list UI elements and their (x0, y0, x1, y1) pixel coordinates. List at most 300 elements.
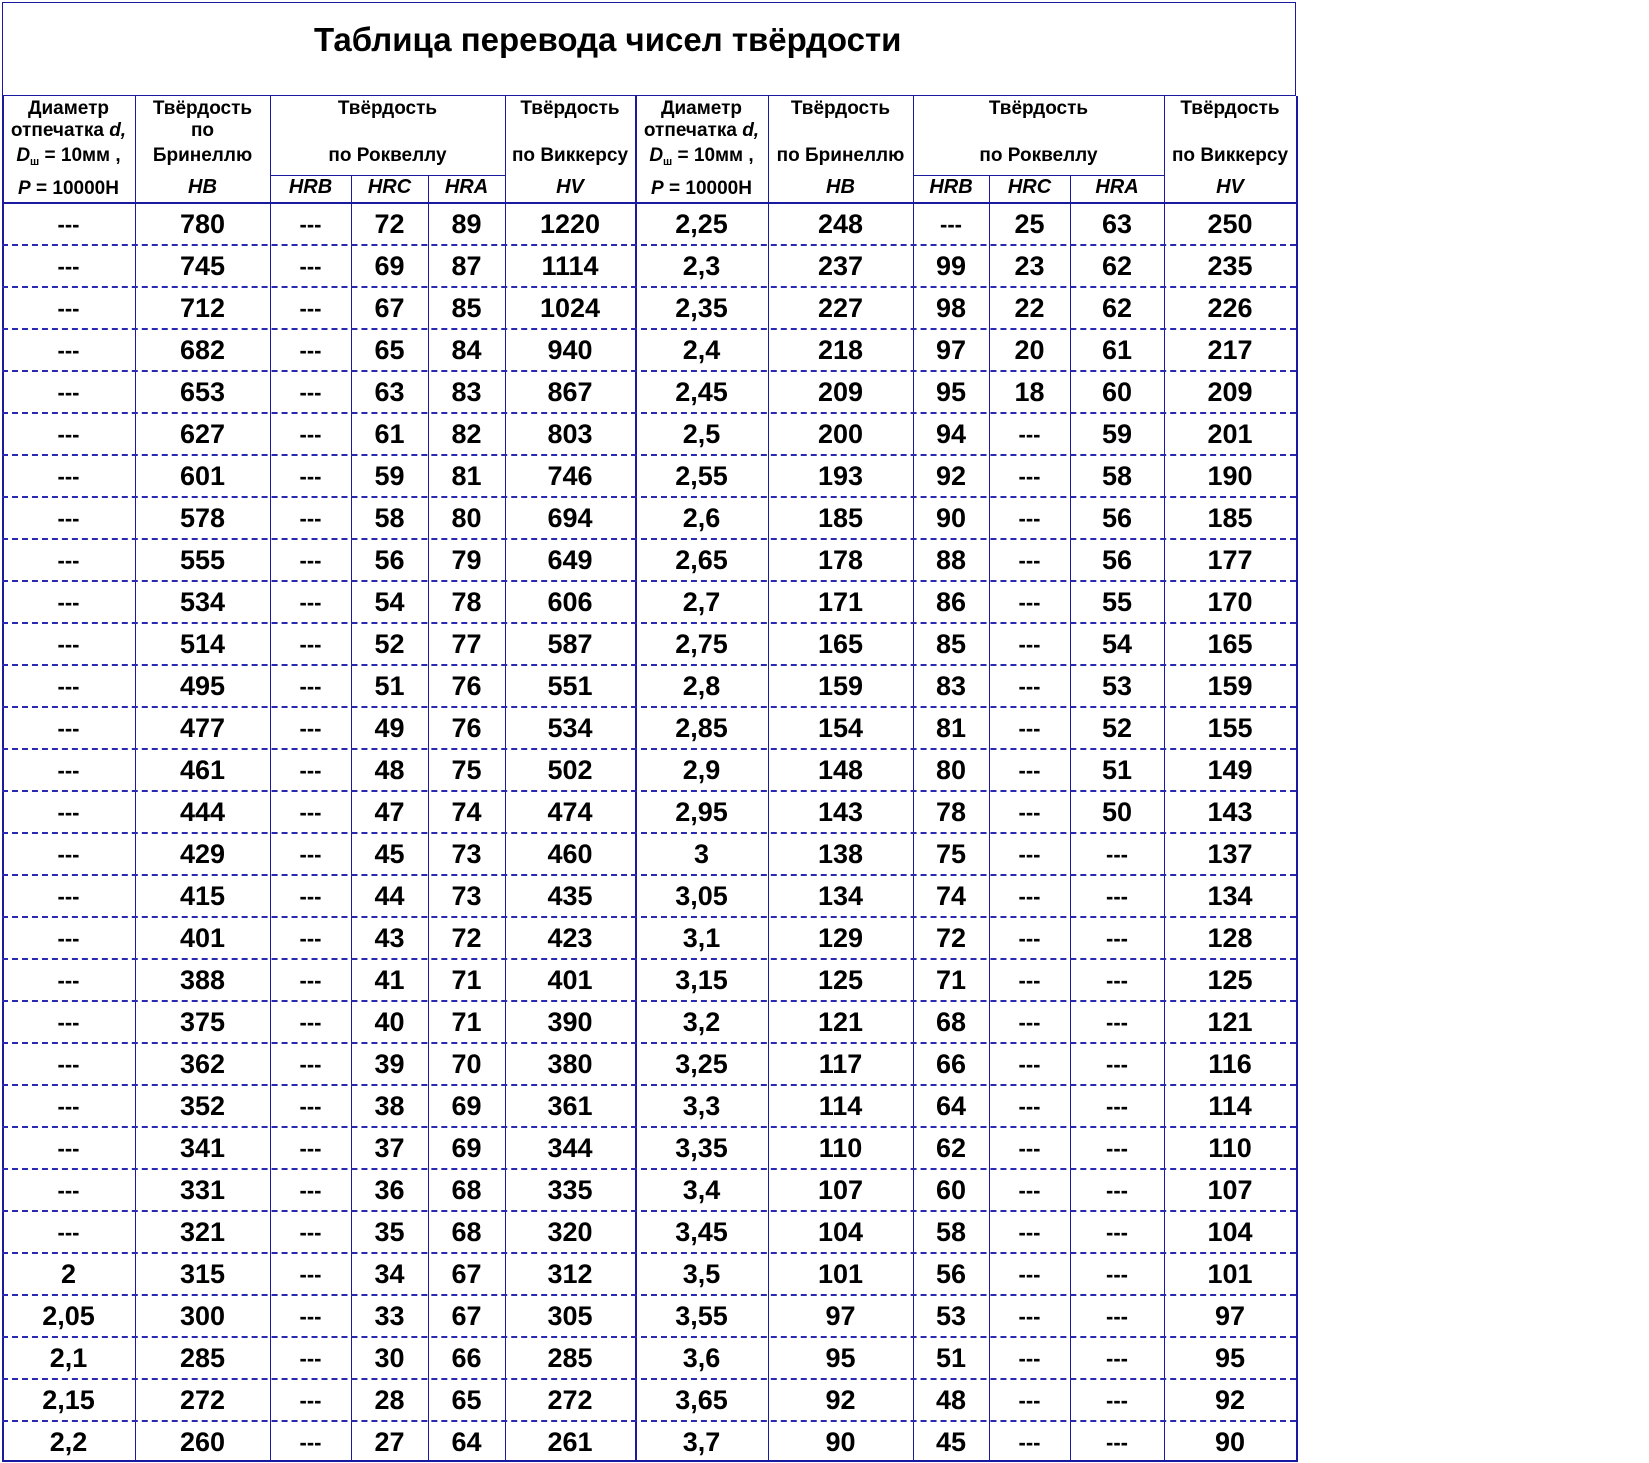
table-cell: --- (940, 212, 962, 237)
table-cell: 52 (374, 629, 405, 659)
table-cell: 209 (817, 377, 864, 407)
table-cell: 101 (1207, 1259, 1253, 1289)
table-cell: --- (299, 590, 322, 615)
table-row (0, 1000, 1298, 1042)
header-line: по Роквеллу (979, 145, 1098, 166)
table-cell: 331 (179, 1175, 226, 1205)
table-cell: 129 (817, 923, 864, 953)
table-cell: 94 (935, 419, 967, 449)
table-cell: --- (1106, 1094, 1128, 1119)
table-cell: --- (1018, 506, 1041, 531)
table-cell: --- (1018, 884, 1041, 909)
table-cell: 155 (1207, 713, 1253, 743)
table-cell: 1220 (539, 209, 601, 239)
table-cell: 209 (1207, 377, 1253, 407)
table-cell: 117 (818, 1049, 863, 1079)
table-row (0, 832, 1298, 874)
table-cell: 3,35 (675, 1133, 728, 1163)
table-cell: 80 (451, 503, 482, 533)
table-cell: 23 (1014, 251, 1045, 281)
header-line: Диаметр (660, 98, 743, 119)
table-cell: 75 (451, 755, 482, 785)
table-cell: 185 (1207, 503, 1253, 533)
header-diameter-left (2, 98, 135, 200)
table-cell: 134 (1207, 881, 1253, 911)
table-cell: 165 (817, 629, 864, 659)
table-cell: 2,65 (675, 545, 728, 575)
table-cell: 375 (179, 1007, 226, 1037)
table-cell: 36 (374, 1175, 405, 1205)
table-cell: 40 (374, 1007, 405, 1037)
table-cell: 171 (817, 587, 864, 617)
header-line: отпечатка (10, 120, 104, 141)
table-cell: --- (1018, 1178, 1041, 1203)
table-cell: 104 (1207, 1217, 1253, 1247)
table-cell: 97 (935, 335, 967, 365)
subheader-hra: HRA (1095, 176, 1139, 198)
table-cell: 3,3 (682, 1091, 721, 1121)
table-cell: 55 (1101, 587, 1133, 617)
table-cell: 28 (374, 1385, 405, 1415)
table-row (0, 1294, 1298, 1336)
header-line: Твёрдость (988, 98, 1089, 119)
header-line: Твёрдость (1180, 98, 1280, 119)
table-cell: 98 (935, 293, 967, 323)
table-row (0, 580, 1298, 622)
table-row (0, 706, 1298, 748)
table-cell: 85 (935, 629, 967, 659)
table-cell: 261 (547, 1427, 593, 1457)
table-cell: --- (57, 716, 80, 741)
table-cell: 2,3 (682, 251, 721, 281)
table-cell: 555 (179, 545, 226, 575)
table-cell: 65 (374, 335, 405, 365)
table-cell: 61 (1101, 335, 1133, 365)
table-cell: 2,85 (675, 713, 728, 743)
table-cell: 477 (179, 713, 226, 743)
table-cell: 321 (179, 1217, 226, 1247)
table-cell: 201 (1207, 419, 1253, 449)
table-cell: --- (1018, 674, 1041, 699)
table-cell: 3,25 (675, 1049, 728, 1079)
table-row (0, 748, 1298, 790)
header-line: по Роквеллу (328, 145, 447, 166)
table-cell: 92 (935, 461, 967, 491)
table-cell: 2,7 (682, 587, 721, 617)
table-cell: 177 (1207, 545, 1253, 575)
table-cell: 78 (451, 587, 482, 617)
table-cell: 80 (935, 755, 967, 785)
subheader-hrb: HRB (929, 176, 973, 198)
table-cell: 128 (1207, 923, 1253, 953)
header-line: = 10000Н (663, 178, 752, 199)
header-line: по Бринеллю (776, 145, 905, 166)
table-cell: 285 (179, 1343, 226, 1373)
table-cell: 344 (547, 1133, 593, 1163)
subheader-hv: HV (556, 176, 584, 198)
table-cell: 388 (179, 965, 226, 995)
table-cell: 45 (374, 839, 405, 869)
table-cell: 60 (935, 1175, 967, 1205)
table-cell: --- (299, 1010, 322, 1035)
table-cell: 401 (179, 923, 226, 953)
header-line: P (651, 178, 664, 199)
table-cell: --- (57, 1178, 80, 1203)
table-cell: 61 (374, 419, 405, 449)
table-cell: 2,6 (682, 503, 721, 533)
table-cell: 51 (374, 671, 405, 701)
table-cell: --- (1106, 1388, 1128, 1413)
table-cell: 66 (935, 1049, 967, 1079)
table-cell: 66 (451, 1343, 482, 1373)
header-line (635, 145, 768, 173)
table-cell: --- (57, 212, 80, 237)
table-cell: 52 (1101, 713, 1133, 743)
table-cell: 2,1 (49, 1343, 88, 1373)
table-cell: 74 (935, 881, 967, 911)
table-cell: 110 (818, 1133, 863, 1163)
table-cell: 606 (547, 587, 593, 617)
table-cell: 502 (547, 755, 593, 785)
header-line: = 10000Н (30, 178, 119, 199)
table-cell: --- (299, 800, 322, 825)
table-cell: --- (1106, 1136, 1128, 1161)
table-cell: 423 (547, 923, 593, 953)
table-cell: --- (57, 1220, 80, 1245)
table-cell: --- (1018, 1220, 1041, 1245)
table-cell: --- (299, 464, 322, 489)
table-cell: 35 (374, 1217, 405, 1247)
table-cell: --- (1106, 968, 1128, 993)
page-title: Таблица перевода чисел твёрдости (314, 21, 902, 58)
table-cell: 803 (547, 419, 593, 449)
table-cell: 58 (1101, 461, 1133, 491)
table-cell: 745 (179, 251, 226, 281)
table-cell: 41 (374, 965, 405, 995)
table-cell: 587 (547, 629, 593, 659)
table-cell: 64 (451, 1427, 482, 1457)
table-cell: 534 (547, 713, 593, 743)
table-cell: --- (57, 464, 80, 489)
header-line: Твёрдость (337, 98, 438, 119)
table-cell: 190 (1207, 461, 1253, 491)
table-cell: 495 (179, 671, 226, 701)
table-cell: --- (57, 800, 80, 825)
table-cell: 47 (374, 797, 405, 827)
table-cell: 2,15 (42, 1385, 95, 1415)
table-cell: 63 (1101, 209, 1133, 239)
table-cell: 435 (547, 881, 593, 911)
table-cell: 2,95 (675, 797, 728, 827)
table-row (0, 790, 1298, 832)
table-cell: 92 (1214, 1385, 1246, 1415)
header-line (2, 178, 135, 200)
table-row (0, 1084, 1298, 1126)
table-cell: 2,05 (42, 1301, 95, 1331)
header-brinell-left (135, 98, 270, 167)
table-cell: 34 (374, 1259, 405, 1289)
table-cell: 380 (547, 1049, 593, 1079)
table-cell: --- (1106, 1304, 1128, 1329)
table-cell: 2,25 (675, 209, 728, 239)
header-line: ш (30, 156, 40, 168)
table-cell: --- (299, 1052, 322, 1077)
table-cell: 74 (451, 797, 482, 827)
table-cell: 50 (1101, 797, 1133, 827)
table-cell: 86 (935, 587, 967, 617)
table-cell: 67 (374, 293, 405, 323)
subheader-hv: HV (1216, 176, 1244, 198)
table-cell: 92 (825, 1385, 856, 1415)
table-cell: --- (299, 632, 322, 657)
table-cell: --- (57, 422, 80, 447)
table-cell: 67 (451, 1301, 482, 1331)
table-cell: 237 (817, 251, 864, 281)
table-cell: --- (1018, 632, 1041, 657)
table-row (0, 874, 1298, 916)
table-cell: 39 (374, 1049, 405, 1079)
table-cell: 335 (547, 1175, 593, 1205)
table-cell: 90 (825, 1427, 856, 1457)
table-cell: 49 (374, 713, 405, 743)
table-cell: 90 (1214, 1427, 1246, 1457)
table-cell: --- (299, 380, 322, 405)
table-cell: --- (1018, 926, 1041, 951)
table-cell: 64 (935, 1091, 967, 1121)
table-cell: 73 (451, 881, 482, 911)
table-cell: --- (299, 422, 322, 447)
table-cell: --- (299, 1346, 322, 1371)
title-row (2, 2, 1296, 96)
table-cell: 59 (1101, 419, 1133, 449)
table-row (0, 916, 1298, 958)
table-cell: 27 (374, 1427, 405, 1457)
table-cell: 3 (693, 839, 710, 869)
subheader-hb: HB (188, 176, 217, 198)
table-cell: 3,65 (675, 1385, 728, 1415)
subheader-hrc: HRC (1007, 176, 1052, 198)
table-cell: 95 (1214, 1343, 1246, 1373)
table-cell: --- (299, 1304, 322, 1329)
table-cell: 2 (60, 1259, 77, 1289)
table-cell: --- (1018, 1388, 1041, 1413)
table-cell: 137 (1207, 839, 1253, 869)
table-cell: 780 (179, 209, 226, 239)
subheader-hra: HRA (444, 176, 489, 198)
table-cell: 460 (547, 839, 593, 869)
table-cell: --- (57, 842, 80, 867)
table-cell: --- (299, 1430, 322, 1455)
table-cell: --- (1106, 1430, 1128, 1455)
table-cell: --- (299, 1220, 322, 1245)
table-cell: 3,55 (675, 1301, 728, 1331)
table-cell: --- (1018, 1346, 1041, 1371)
table-cell: 2,45 (675, 377, 728, 407)
table-cell: 48 (935, 1385, 967, 1415)
table-cell: 143 (1207, 797, 1253, 827)
table-cell: --- (57, 632, 80, 657)
table-cell: 83 (451, 377, 482, 407)
table-cell: 682 (179, 335, 226, 365)
table-cell: 60 (1101, 377, 1133, 407)
table-cell: 56 (935, 1259, 967, 1289)
table-cell: 38 (374, 1091, 405, 1121)
table-cell: --- (1018, 548, 1041, 573)
table-cell: 97 (825, 1301, 856, 1331)
table-cell: 3,6 (682, 1343, 721, 1373)
table-cell: 320 (547, 1217, 593, 1247)
subheader-hb: HB (826, 176, 855, 198)
table-row (0, 958, 1298, 1000)
table-row (0, 286, 1298, 328)
table-cell: 312 (547, 1259, 593, 1289)
table-cell: 68 (451, 1217, 482, 1247)
table-cell: 43 (374, 923, 405, 953)
table-cell: 95 (825, 1343, 856, 1373)
table-row (0, 328, 1298, 370)
table-cell: 300 (179, 1301, 226, 1331)
table-cell: 114 (818, 1091, 863, 1121)
header-line: = 10мм , (39, 145, 121, 166)
table-cell: 68 (451, 1175, 482, 1205)
table-cell: --- (299, 716, 322, 741)
table-cell: 134 (817, 881, 864, 911)
table-cell: --- (1018, 1052, 1041, 1077)
table-row (0, 538, 1298, 580)
header-line (2, 145, 135, 173)
table-cell: 940 (547, 335, 593, 365)
table-cell: 99 (935, 251, 967, 281)
table-cell: --- (299, 506, 322, 531)
table-cell: 63 (374, 377, 405, 407)
table-cell: 159 (1207, 671, 1253, 701)
table-cell: --- (1106, 1052, 1128, 1077)
table-cell: --- (57, 338, 80, 363)
table-cell: --- (57, 296, 80, 321)
header-line (635, 178, 768, 200)
table-cell: 178 (817, 545, 864, 575)
table-cell: --- (1018, 842, 1041, 867)
table-row (0, 664, 1298, 706)
table-cell: 200 (817, 419, 864, 449)
table-cell: 56 (374, 545, 405, 575)
header-rockwell-left (270, 98, 505, 167)
table-cell: 25 (1014, 209, 1045, 239)
table-cell: 2,5 (682, 419, 721, 449)
table-cell: 170 (1207, 587, 1253, 617)
table-cell: 90 (935, 503, 967, 533)
table-cell: --- (1106, 1220, 1128, 1245)
table-cell: 165 (1207, 629, 1253, 659)
table-cell: 867 (547, 377, 593, 407)
header-line: = 10мм , (672, 145, 754, 166)
table-cell: 3,5 (682, 1259, 721, 1289)
table-cell: 51 (1101, 755, 1133, 785)
table-cell: 185 (817, 503, 864, 533)
table-cell: 3,15 (675, 965, 728, 995)
table-cell: 53 (935, 1301, 967, 1331)
table-cell: 79 (451, 545, 482, 575)
table-cell: 235 (1207, 251, 1253, 281)
table-cell: 2,35 (675, 293, 728, 323)
table-cell: 53 (1101, 671, 1133, 701)
table-row (0, 622, 1298, 664)
header-line: Твёрдость (152, 98, 253, 119)
table-row (0, 1210, 1298, 1252)
table-cell: 83 (935, 671, 967, 701)
table-cell: 107 (1207, 1175, 1253, 1205)
table-cell: 551 (547, 671, 593, 701)
table-cell: --- (299, 758, 322, 783)
table-cell: --- (57, 1010, 80, 1035)
table-cell: 429 (179, 839, 226, 869)
table-cell: --- (1018, 464, 1041, 489)
table-cell: --- (1018, 800, 1041, 825)
table-cell: --- (1018, 968, 1041, 993)
table-cell: 2,2 (49, 1427, 88, 1457)
table-row (0, 1042, 1298, 1084)
table-cell: --- (299, 1388, 322, 1413)
table-cell: 65 (451, 1385, 482, 1415)
table-row (0, 1126, 1298, 1168)
table-cell: --- (1018, 1010, 1041, 1035)
table-cell: --- (1106, 1178, 1128, 1203)
table-cell: 84 (451, 335, 482, 365)
header-line: P (18, 178, 31, 199)
header-brinell-right (768, 98, 913, 167)
table-cell: 250 (1207, 209, 1253, 239)
table-cell: 125 (817, 965, 864, 995)
header-line: по (190, 120, 215, 141)
table-cell: 3,4 (682, 1175, 721, 1205)
header-line: Диаметр (27, 98, 110, 119)
table-cell: 415 (179, 881, 226, 911)
table-cell: --- (1106, 884, 1128, 909)
table-cell: 2,4 (682, 335, 721, 365)
table-cell: 81 (451, 461, 482, 491)
table-cell: --- (1018, 1430, 1041, 1455)
table-cell: 72 (374, 209, 405, 239)
header-line: по Виккерсу (1171, 145, 1289, 166)
table-cell: 2,9 (682, 755, 721, 785)
table-cell: 159 (817, 671, 864, 701)
table-cell: 20 (1014, 335, 1045, 365)
table-cell: --- (57, 758, 80, 783)
table-cell: --- (1018, 1304, 1041, 1329)
table-cell: 73 (451, 839, 482, 869)
table-cell: 3,7 (682, 1427, 721, 1457)
table-cell: --- (57, 254, 80, 279)
table-cell: 51 (935, 1343, 967, 1373)
header-vickers-left (505, 98, 635, 167)
table-cell: 121 (817, 1007, 864, 1037)
table-cell: 62 (1101, 251, 1133, 281)
table-cell: 70 (451, 1049, 482, 1079)
table-cell: 272 (547, 1385, 593, 1415)
table-cell: 1114 (541, 251, 599, 281)
table-cell: 44 (374, 881, 405, 911)
table-cell: 75 (935, 839, 967, 869)
table-cell: 82 (451, 419, 482, 449)
table-cell: --- (57, 1094, 80, 1119)
table-cell: 649 (547, 545, 593, 575)
table-cell: 2,55 (675, 461, 728, 491)
table-cell: --- (1106, 1262, 1128, 1287)
header-line: D (649, 145, 664, 166)
table-cell: 285 (547, 1343, 593, 1373)
table-cell: 601 (179, 461, 226, 491)
table-cell: 3,05 (675, 881, 728, 911)
